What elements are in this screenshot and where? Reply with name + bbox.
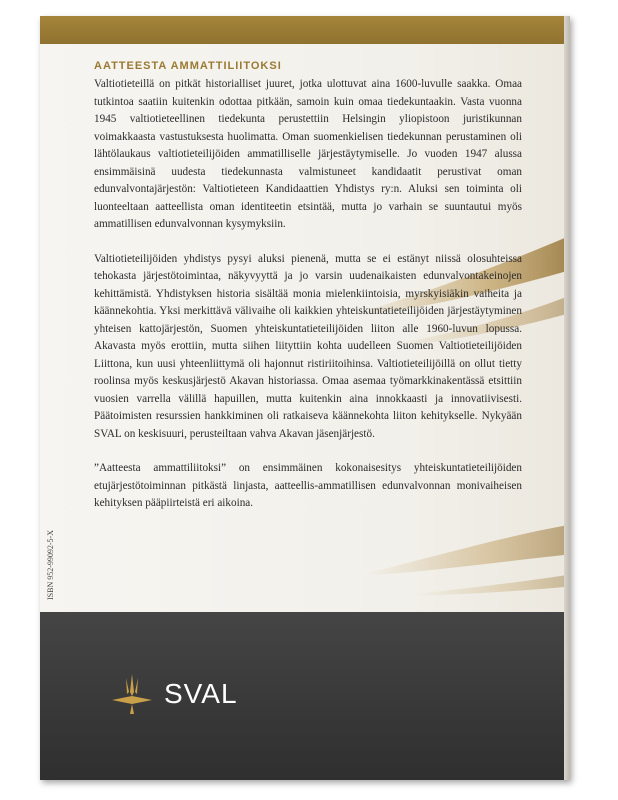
dark-bottom-panel <box>40 612 564 780</box>
body-text <box>94 76 522 530</box>
logo-text: SVAL <box>164 678 238 709</box>
sval-logo <box>110 672 238 716</box>
book-back-cover <box>40 16 570 780</box>
isbn-label: ISBN 952-99092-5-X <box>46 530 55 600</box>
paragraph-2: Valtiotieteilijöiden yhdistys pysyi aluksi pienenä, mutta se ei estänyt niissä olosuhteissa tehokasta järjestötoimintaa, näkyvyyttä ja jo varsin uudenaikaisten edunvalvontakeinojen kehittämistä. Yhdistyksen historia sisältää monia mielenkiintoisia, myrskyisiäkin vaiheita ja käännekohtia. Yksi merkittävä välivaihe oli kaikkien yhteiskuntatieteilijöiden järjestäytyminen yhteisen kattojärjestön, Suomen yhteiskuntatieteilijöiden liiton alle 1960-luvun lopussa. Akavasta myös erottiin, mutta siihen liityttiin kohta uudelleen Suomen Valtiotieteilijöiden Liittona, kun uusi yhteenliittymä oli hajonnut ristiriitoihinsa. Valtiotieteilijöillä on ollut tietty roolinsa myös keskusjärjestö Akavan historiassa. Omaa asemaa työmarkkinakentässä etsittiin vuosien varrella välillä hapuillen, mutta kuitenkin aina innokkaasti ja innovatiivisesti. Päätoimisten resurssien hankkiminen oli ratkaiseva käännekohta liiton kehitykselle. Nykyään SVAL on keskisuuri, perusteiltaan vahva Akavan jäsenjärjestö. <box>94 252 522 440</box>
paragraph-3: ”Aatteesta ammattiliitoksi” on ensimmäinen kokonaisesitys yhteiskuntatieteilijöiden etujärjestötoiminnan pitkästä linjasta, aatteellis-ammatillisen edunvalvonnan monivaiheisen kehityksen pääpiirteistä eri aikoina. <box>94 462 522 509</box>
sval-emblem-icon <box>110 672 154 716</box>
paragraph-1: Valtiotieteillä on pitkät historialliset juuret, jotka ulottuvat aina 1600-luvulle saakka. Omaa tutkintoa saatiin kuitenkin odottaa pitkään, samoin kuin omaa tiedekuntaakin. Vasta vuonna 1945 valtiotieteellinen tiedekunta perustettiin Helsingin yliopistoon juristikunnan voimakkaasta vastustuksesta huolimatta. Oman suomenkielisen tiedekunnan perustaminen oli lähtölaukaus valtiotieteilijöiden ammatilliselle järjestäytymiselle. Jo vuoden 1947 alussa ensimmäisinä uudesta tiedekunnasta valmistuneet kandidaatit perustivat oman edunvalvontajärjestön: Valtiotieteen Kandidaattien Yhdistys ry:n. Aluksi sen toiminta oli luonteeltaan aatteellista oman identiteetin etsintää, mutta jo varhain se suuntautui myös ammatillisen edunvalvonnan kysymyksiin. <box>94 78 522 230</box>
heading: AATTEESTA AMMATTILIITOKSI <box>94 60 282 72</box>
gold-top-band <box>40 16 570 44</box>
spine-edge <box>564 16 570 780</box>
